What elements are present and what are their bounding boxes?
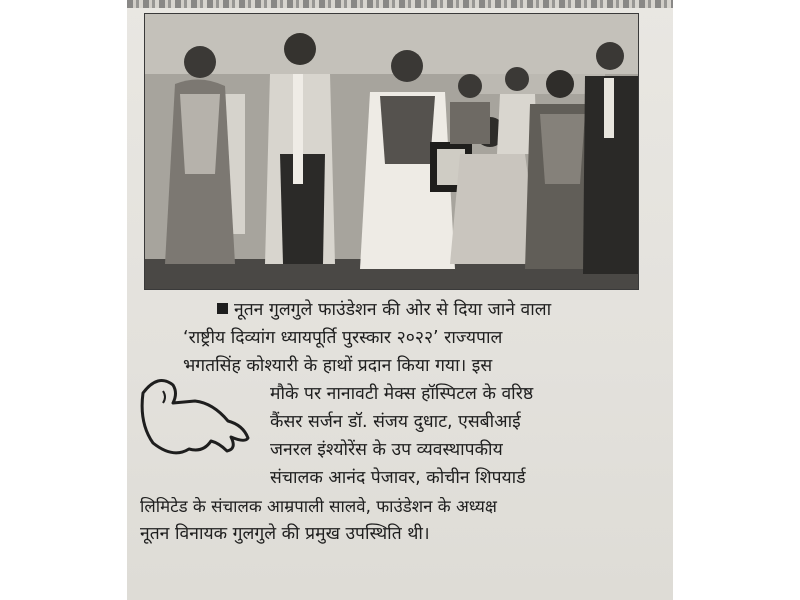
photo-caption bbox=[127, 296, 673, 596]
caption-line-4: मौके पर नानावटी मेक्स हॉस्पिटल के वरिष्ठ bbox=[270, 384, 534, 404]
person-suit-man bbox=[583, 42, 638, 274]
caption-line-3: भगतसिंह कोश्यारी के हाथों प्रदान किया गया। इस bbox=[183, 356, 493, 376]
award-ceremony-photo bbox=[144, 13, 639, 290]
caption-line-9: नूतन विनायक गुलगुले की प्रमुख उपस्थिति थी। bbox=[140, 524, 430, 544]
caption-line-5: कैंसर सर्जन डॉ. संजय दुधाट, एसबीआई bbox=[270, 412, 521, 432]
newspaper-clipping bbox=[127, 0, 673, 600]
caption-line-1: नूतन गुलगुले फाउंडेशन की ओर से दिया जाने वाला bbox=[217, 296, 551, 324]
caption-line-8: लिमिटेड के संचालक आम्रपाली सालवे, फाउंडेशन के अध्यक्ष bbox=[140, 496, 497, 516]
caption-line-7: संचालक आनंद पेजावर, कोचीन शिपयार्ड bbox=[270, 468, 526, 488]
caption-line-6: जनरल इंश्योरेंस के उप व्यवस्थापकीय bbox=[270, 440, 503, 460]
bullet-square-icon bbox=[217, 303, 228, 314]
ceremony-scene bbox=[145, 14, 638, 289]
previous-article-strip bbox=[127, 0, 673, 8]
caption-line-2: ‘राष्ट्रीय दिव्यांग ध्यायपूर्ति पुरस्कार २०२२’ राज्यपाल bbox=[183, 328, 503, 348]
